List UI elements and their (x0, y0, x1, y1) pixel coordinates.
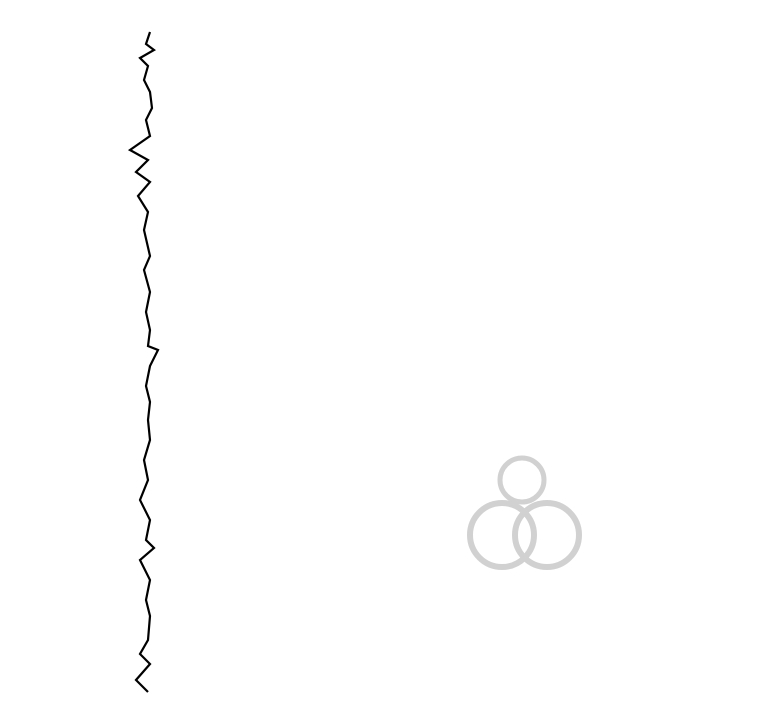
drilling-rate-curve (130, 32, 158, 692)
deq-seal-watermark (462, 440, 592, 605)
footer-watermark (0, 689, 761, 705)
